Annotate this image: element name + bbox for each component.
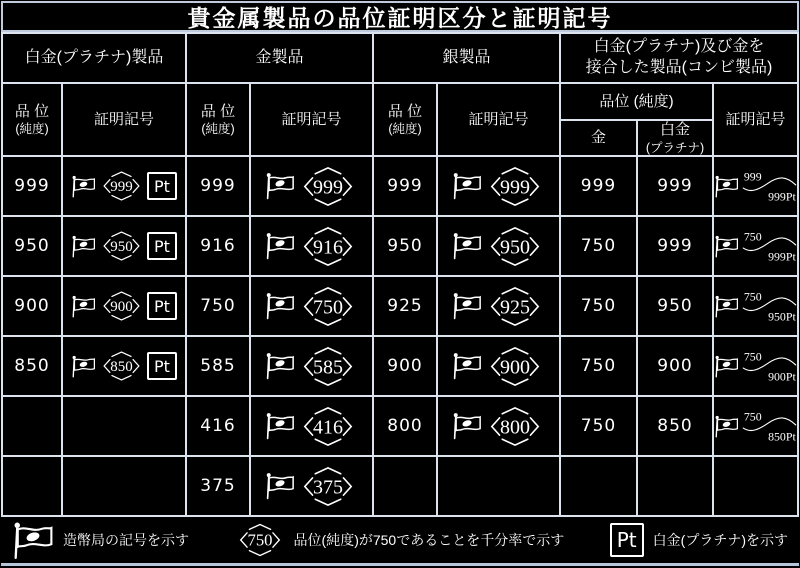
combi-gold-fineness: 750 (561, 217, 636, 275)
svg-text:850Pt: 850Pt (768, 429, 796, 444)
combi-header-line2: 接合した製品(コンビ製品) (585, 59, 773, 76)
svg-text:585: 585 (313, 355, 343, 378)
combi-platinum-fineness: 850 (638, 397, 712, 455)
header-gold-mark: 証明記号 (251, 84, 372, 155)
silver-certification-mark (438, 157, 559, 215)
svg-text:925: 925 (500, 295, 530, 318)
purity-label: (純度) (201, 122, 235, 137)
pt-certification-mark: 950 Pt (63, 217, 185, 275)
svg-text:800: 800 (500, 415, 530, 438)
header-combi-mark: 証明記号 (714, 84, 797, 155)
header-pt-fineness (3, 84, 61, 155)
svg-text:750: 750 (313, 295, 343, 318)
combi-platinum-fineness: 950 (638, 277, 712, 335)
svg-text:900: 900 (500, 355, 530, 378)
header-silver-fineness (374, 84, 436, 155)
header-combi-gold: 金 (561, 121, 636, 155)
gold-certification-mark (251, 277, 372, 335)
fineness-label: 品 位 (387, 102, 423, 120)
pt-fineness (3, 397, 61, 455)
svg-text:999: 999 (743, 169, 762, 184)
pt-certification-mark (63, 397, 185, 455)
certification-table (1, 32, 799, 517)
combi-certification-mark (714, 277, 797, 335)
silver-fineness: 900 (374, 337, 436, 395)
gold-certification-mark (251, 457, 372, 515)
svg-text:850: 850 (110, 359, 133, 376)
svg-text:950: 950 (110, 239, 133, 256)
pt-certification-mark: 900 Pt (63, 277, 185, 335)
pt-box-icon: Pt (610, 523, 644, 557)
svg-text:999: 999 (500, 175, 530, 198)
svg-text:999: 999 (313, 175, 343, 198)
gold-certification-mark (251, 217, 372, 275)
silver-certification-mark (438, 217, 559, 275)
svg-text:999: 999 (110, 179, 133, 196)
legend-text-diamond: 品位(純度)が750であることを千分率で示す (293, 532, 565, 548)
svg-text:900Pt: 900Pt (768, 369, 796, 384)
group-header-combi-text (586, 37, 773, 79)
platinum-label-kana: (プラチナ) (645, 140, 705, 155)
pt-certification-mark: 999 Pt (63, 157, 185, 215)
pt-fineness: 999 (3, 157, 61, 215)
gold-fineness: 585 (187, 337, 249, 395)
combi-gold-fineness: 750 (561, 277, 636, 335)
legend-text-pt: 白金(プラチナ)を示す (652, 532, 788, 548)
combi-gold-fineness (561, 457, 636, 515)
header-pt-mark: 証明記号 (63, 84, 185, 155)
svg-text:750: 750 (247, 530, 273, 550)
bottom-bar (1, 563, 799, 566)
legend-item-fineness-diamond (235, 522, 565, 558)
combi-platinum-fineness (638, 457, 712, 515)
combi-gold-fineness: 750 (561, 397, 636, 455)
fineness-label: 品 位 (200, 102, 236, 120)
combi-certification-mark (714, 337, 797, 395)
silver-certification-mark (438, 397, 559, 455)
header-combi-platinum (638, 121, 712, 155)
pt-certification-mark: 850 Pt (63, 337, 185, 395)
silver-fineness: 925 (374, 277, 436, 335)
svg-text:750: 750 (743, 349, 762, 364)
svg-text:750: 750 (743, 289, 762, 304)
combi-certification-mark (714, 397, 797, 455)
gold-certification-mark (251, 337, 372, 395)
svg-text:916: 916 (313, 235, 343, 258)
header-combi-fineness: 品位 (純度) (561, 84, 712, 119)
platinum-label: 白金 (659, 121, 690, 139)
pt-fineness: 850 (3, 337, 61, 395)
group-header-gold: 金製品 (187, 34, 372, 82)
fineness-label: 品 位 (14, 102, 50, 120)
legend-item-mint-flag (12, 521, 189, 560)
gold-fineness: 750 (187, 277, 249, 335)
gold-fineness: 375 (187, 457, 249, 515)
group-header-platinum: 白金(プラチナ)製品 (3, 34, 185, 82)
purity-label: (純度) (15, 122, 49, 137)
gold-certification-mark (251, 397, 372, 455)
svg-text:999Pt: 999Pt (768, 189, 796, 204)
combi-gold-fineness: 999 (561, 157, 636, 215)
silver-certification-mark (438, 457, 559, 515)
gold-fineness: 416 (187, 397, 249, 455)
gold-fineness: 999 (187, 157, 249, 215)
silver-fineness (374, 457, 436, 515)
combi-gold-fineness: 750 (561, 337, 636, 395)
svg-text:999Pt: 999Pt (768, 249, 796, 264)
header-silver-mark: 証明記号 (438, 84, 559, 155)
svg-text:950Pt: 950Pt (768, 309, 796, 324)
combi-certification-mark (714, 457, 797, 515)
gold-fineness: 916 (187, 217, 249, 275)
gold-certification-mark (251, 157, 372, 215)
legend-item-pt (610, 523, 788, 557)
legend (0, 517, 800, 563)
fineness-diamond-icon (235, 522, 285, 558)
header-gold-fineness (187, 84, 249, 155)
svg-text:950: 950 (500, 235, 530, 258)
silver-certification-mark (438, 277, 559, 335)
pt-fineness (3, 457, 61, 515)
combi-certification-mark (714, 157, 797, 215)
svg-text:375: 375 (313, 475, 343, 498)
svg-text:750: 750 (743, 229, 762, 244)
purity-label: (純度) (388, 122, 422, 137)
legend-text-flag: 造幣局の記号を示す (63, 532, 189, 548)
combi-platinum-fineness: 999 (638, 217, 712, 275)
mint-flag-icon (12, 521, 54, 560)
combi-platinum-fineness: 900 (638, 337, 712, 395)
svg-text:900: 900 (110, 299, 133, 316)
silver-fineness: 950 (374, 217, 436, 275)
combi-header-line1: 白金(プラチナ)及び金を (593, 38, 765, 56)
silver-fineness: 800 (374, 397, 436, 455)
svg-text:416: 416 (313, 415, 343, 438)
pt-certification-mark (63, 457, 185, 515)
svg-text:750: 750 (743, 409, 762, 424)
group-header-combi (561, 34, 797, 82)
pt-fineness: 900 (3, 277, 61, 335)
silver-fineness: 999 (374, 157, 436, 215)
title-bar (1, 1, 799, 32)
combi-platinum-fineness: 999 (638, 157, 712, 215)
combi-certification-mark (714, 217, 797, 275)
page-title: 貴金属製品の品位証明区分と証明記号 (187, 5, 613, 31)
silver-certification-mark (438, 337, 559, 395)
pt-fineness: 950 (3, 217, 61, 275)
group-header-silver: 銀製品 (374, 34, 559, 82)
